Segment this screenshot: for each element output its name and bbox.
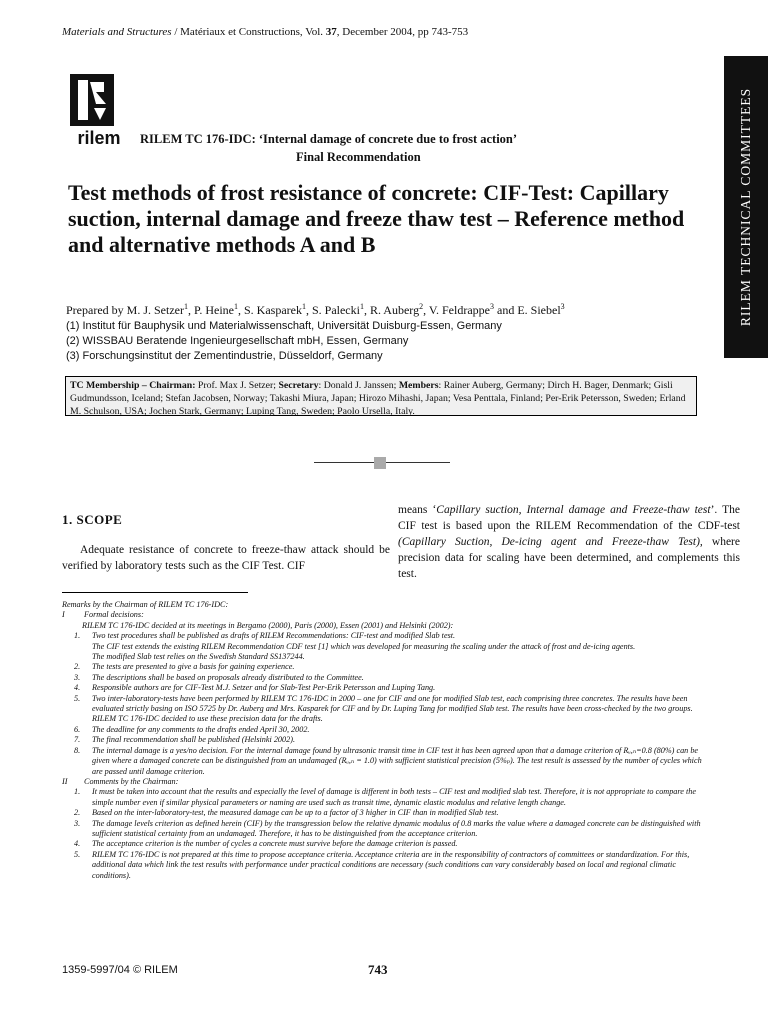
remarks-section-2 <box>62 777 707 787</box>
section-heading-scope: 1. SCOPE <box>62 512 123 527</box>
remark-item <box>62 673 707 683</box>
rilem-logo <box>68 72 130 148</box>
remark-item <box>62 746 707 777</box>
remark-text: The tests are presented to give a basis for gaining experience. <box>92 662 295 672</box>
remark-text: Based on the inter-laboratory-test, the measured damage can be up to a factor of 3 higher in CIF than in modified Slab test. <box>92 808 499 818</box>
scope-left-paragraph: Adequate resistance of concrete to freeze-thaw attack should be verified by laboratory tests such as the CIF Test. CIF <box>62 544 390 572</box>
section-number: II <box>62 776 68 786</box>
remarks-list-1 <box>62 631 707 777</box>
remarks-list-2 <box>62 787 707 881</box>
paper-title: Test methods of frost resistance of concrete: CIF-Test: Capillary suction, internal damage and freeze thaw test – Reference method and alternative methods A and B <box>68 180 685 257</box>
author-name: S. Kasparek <box>243 303 302 317</box>
remark-item <box>62 808 707 818</box>
section-number: I <box>62 610 65 620</box>
chairman-remarks <box>62 600 707 881</box>
remark-number: 7. <box>74 735 81 745</box>
remark-text: The descriptions shall be based on proposals already distributed to the Committee. <box>92 672 364 682</box>
committee-line: RILEM TC 176-IDC: ‘Internal damage of concrete due to frost action’ <box>140 132 518 146</box>
recommendation-status: Final Recommendation <box>296 150 421 164</box>
author-name: V. Feldrappe <box>428 303 490 317</box>
authors-prefix: Prepared by <box>66 303 127 317</box>
author-affiliation-mark: 1 <box>359 302 364 311</box>
remark-item <box>62 694 707 725</box>
remark-text: The damage levels criterion as defined herein (CIF) by the transgression below the relative dynamic modulus of 0.8 marks the value where a damaged concrete can be distinguished with sufficient statistical certainty from an undamaged. Therefore, it has to be distinguished from the acceptance criterion. <box>92 818 701 838</box>
author-affiliation-mark: 3 <box>490 302 494 311</box>
remark-item <box>62 787 707 808</box>
remark-item <box>62 850 707 881</box>
scope-text-right <box>398 502 740 582</box>
remarks-title: Remarks by the Chairman of RILEM TC 176-IDC: <box>62 600 229 609</box>
membership-label: TC Membership – Chairman: <box>70 380 196 391</box>
logo-wordmark: rilem <box>77 128 121 148</box>
journal-name: Materials and Structures <box>62 26 172 38</box>
page-number: 743 <box>368 962 388 977</box>
remark-text: It must be taken into account that the results and especially the level of damage is different in both tests – CIF test and modified slab test. Therefore, it is not appropriate to compare the simple number even if similar physical parameters or naming are used such as transit time, dynamic elastic modulus and relative length change. <box>92 787 696 807</box>
scope-text-left <box>62 542 390 574</box>
affiliation-3: (3) Forschungsinstitut der Zementindustrie, Düsseldorf, Germany <box>66 350 383 362</box>
section-title: Comments by the Chairman: <box>84 776 179 786</box>
remark-number: 2. <box>74 808 81 818</box>
author-affiliation-mark: 3 <box>560 302 565 311</box>
remark-number: 5. <box>74 693 81 703</box>
footnote-rule <box>62 592 248 593</box>
secretary-label: Secretary <box>278 380 319 391</box>
remark-number: 8. <box>74 745 81 755</box>
journal-header <box>62 26 468 38</box>
remark-number: 1. <box>74 631 81 641</box>
remark-text: The final recommendation shall be published (Helsinki 2002). <box>92 735 295 745</box>
chairman: Prof. Max J. Setzer; <box>195 380 279 391</box>
remark-text: Responsible authors are for CIF-Test M.J. Setzer and for Slab-Test Per-Erik Petersson and Luping Tang. <box>92 683 436 693</box>
author-name: P. Heine <box>193 303 234 317</box>
scope-right-italic2: (Capillary Suction, De-icing agent and Freeze-thaw Test), <box>398 536 703 548</box>
sidebar-banner <box>724 56 768 358</box>
scope-right-part3: where precision data for scaling have been determined, and complements this test. <box>398 536 740 580</box>
divider-ornament <box>374 457 386 469</box>
author-list: Prepared by M. J. Setzer$^1$, P. Heine$^1$, S. Kasparek$^1$, S. Palecki$^1$, R. Auberg$^2$, V. Feldrappe$^3$ and E. Siebel$^3$ <box>66 302 565 317</box>
remark-text: Two test procedures shall be published as drafts of RILEM Recommendations: CIF-test and modified Slab test. <box>92 631 456 641</box>
author-name: M. J. Setzer <box>126 303 184 317</box>
members-label: Members <box>398 380 439 391</box>
author-affiliation-mark: 1 <box>301 302 306 311</box>
remark-number: 1. <box>74 787 81 797</box>
remark-item <box>62 631 707 641</box>
affiliation-2: (2) WISSBAU Beratende Ingenieurgesellschaft mbH, Essen, Germany <box>66 335 409 347</box>
remark-text: The acceptance criterion is the number of cycles a concrete must survive before the damage criterion is passed. <box>92 839 458 849</box>
remark-text: The internal damage is a yes/no decision. For the internal damage found by ultrasonic transit time in CIF test it has been agreed upon that a damage criterion of Rᵤ,ₙ=0.8 (80%) can be given where a damaged concrete can be distinguished from an undamaged (Rᵤ,ₙ = 1.0) with sufficient statistical precision (5%ₚ). The test result is assessed by the number of cycles which are passed until damage criterion. <box>92 745 702 776</box>
author-name: E. Siebel <box>517 303 561 317</box>
author-name: S. Palecki <box>311 303 360 317</box>
issn-copyright: 1359-5997/04 © RILEM <box>62 964 178 976</box>
author-affiliation-mark: 1 <box>233 302 238 311</box>
secretary: : Donald J. Janssen; <box>318 380 399 391</box>
remark-item <box>62 839 707 849</box>
remark-item <box>62 652 707 662</box>
remark-number: 4. <box>74 683 81 693</box>
remark-number: 2. <box>74 662 81 672</box>
remark-item <box>62 662 707 672</box>
remark-number: 4. <box>74 839 81 849</box>
remark-item <box>62 725 707 735</box>
affiliation-1: (1) Institut für Bauphysik und Materialwissenschaft, Universität Duisburg-Essen, Germany <box>66 320 502 332</box>
remark-text: Two inter-laboratory-tests have been performed by RILEM TC 176-IDC in 2000 – one for CIF and one for modified Slab test, each comprising three concretes. The results have been evaluated strictly basing on ISO 5725 by Dr. Auberg and Mrs. Kasparek for CIF and by Dr. Luping Tang for modified Slab test. The results have been cross-checked by the two groups. RILEM TC 176-IDC decided to use these precision data for the drafts. <box>92 693 693 724</box>
scope-right-part2: ’. The CIF test is based upon the RILEM Recommendation of the CDF-test <box>398 504 740 532</box>
journal-volume: 37 <box>325 26 337 38</box>
remark-item <box>62 642 707 652</box>
remark-text: The modified Slab test relies on the Swedish Standard SS137244. <box>92 652 305 662</box>
journal-issue-pages: , December 2004, pp 743-753 <box>336 26 469 38</box>
author-affiliation-mark: 1 <box>183 302 188 311</box>
remarks-section-1 <box>62 610 707 620</box>
remark-number: 6. <box>74 724 81 734</box>
remark-number: 5. <box>74 849 81 859</box>
remark-text: The deadline for any comments to the drafts ended April 30, 2002. <box>92 724 310 734</box>
remark-number: 3. <box>74 672 81 682</box>
remarks-lead: RILEM TC 176-IDC decided at its meetings in Bergamo (2000), Paris (2000), Essen (2001) and Helsinki (2002): <box>82 620 454 630</box>
membership-box <box>65 376 697 416</box>
remark-text: The CIF test extends the existing RILEM Recommendation CDF test [1] which was developed for measuring the scaling under the attack of frost and de-icing agents. <box>92 641 636 651</box>
author-name: R. Auberg <box>369 303 420 317</box>
scope-right-part1: means ‘ <box>398 504 437 516</box>
members-list: : Rainer Auberg, Germany; Dirch H. Bager, Denmark; Gisli Gudmundsson, Iceland; Stefan Jacobsen, Norway; Takashi Miura, Japan; Hirozo Mihashi, Japan; Vesa Penttala, Finland; Per-Erik Petersson, Sweden; Erland M. Schulson, USA; Jochen Stark, Germany; Luping Tang, Sweden; Paolo Ursella, Italy. <box>70 380 686 417</box>
scope-right-italic1: Capillary suction, Internal damage and Freeze-thaw test <box>436 504 711 516</box>
remark-item <box>62 683 707 693</box>
journal-rest: / Matériaux et Constructions, Vol. <box>171 26 326 38</box>
author-affiliation-mark: 2 <box>419 302 424 311</box>
remark-number: 3. <box>74 818 81 828</box>
remark-text: RILEM TC 176-IDC is not prepared at this time to propose acceptance criteria. Acceptance criteria are in the responsibility of contractors of committees or standardization. For this, additional data which link the test results with performance under practical conditions are necessary (such conditions can vary considerably based on local and regional climatic conditions). <box>92 849 690 880</box>
remark-item <box>62 819 707 840</box>
sidebar-label: RILEM TECHNICAL COMMITTEES <box>738 87 753 327</box>
section-title: Formal decisions: <box>84 610 144 620</box>
remark-item <box>62 735 707 745</box>
